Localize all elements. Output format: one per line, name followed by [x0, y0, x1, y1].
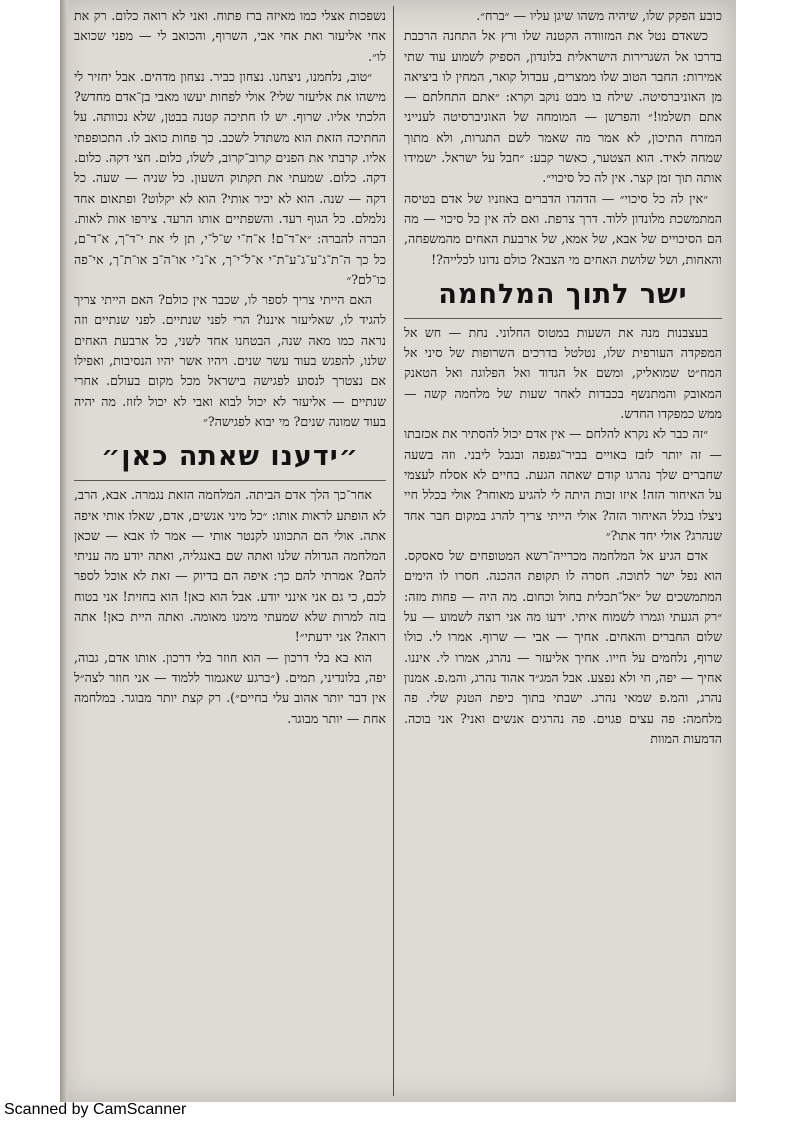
- paragraph-reached-war: אדם הגיע אל המלחמה מכרייה־רשא המטופחים של סאסקס. הוא נפל ישר לתוכה. חסרה לו תקופת ההכנה. חסרו לו הימים המתמשכים של ״אל־תכלית בחול וכחום. מה היה — פחות מזה: ״רק הגעתי וגמרו לשמוח איתי. ידעו מה אני רוצה לשמוע — על שלום החברים והאחים. אחיך — אבי — שרוף. אמרו לי. כולו שרוף, נלחמים על חייו. אחיך אליעזר — נהרג, אמרו לי. איננו. אחיך — יפה, חי ולא נפצע. אבל המג״ד אהוד נהרג, והמ.פ. אמנון נהרג, והמ.פ שמאי נהרג. ישבתי בתוך כיפת הטנק שלי. פה מלחמה: פה עצים פגוים. פה נהרגים אנשים ואני? אני בוכה. הדמעות המוות: [404, 548, 722, 746]
- paragraph-departure: כשאדם נטל את המזוודה הקטנה שלו ורץ אל התחנה הרכבת בדרכו אל השגרירות הישראלית בלונדון, הספיק לשמוע עוד שתי אמירות: החבר הטוב שלו ממצרים, עבדול קואר, המחין לו ביציאה מן האוניברסיטה. שילח בו מבט נוקב וקרא: ״אתם התחלתם — אתם תשלמו!״ והפרשן — המומחה של האוניברסיטה לענייני המזרח התיכון, לא אמר מה שאמר לשם התגרות, ולא מתוך שמחה לאיד. הוא הצטער, כאשר קבע: ״חבל על ישראל. ישמידו אותה תוך זמן קצר. אין לה כל סיכוי״.: [404, 28, 722, 186]
- paragraph-tears: נשפכות אצלי כמו מאיזה ברז פתוח. ואני לא רואה כלום. רק את אחי אליעזר ואת אחי אבי, השרוף, והכואב לי — מפני שכואב לו״.: [74, 8, 386, 64]
- scanner-watermark: Scanned by CamScanner: [4, 1101, 187, 1118]
- paragraph-no-chance: ״אין לה כל סיכוי״ — הדהדו הדברים באוזניו של אדם בטיסה המתמשכת מלונדון ללוד. דרך צרפת. ואם לה אין כל סיכוי — מה הם הסיכויים של אבא, של אמא, של ארבעת האחים מהמשפחה, והאחות, ושל שלושת האחים מי הצבא? כולם נדונו לכלייה?!: [404, 190, 722, 267]
- headline-we-knew-you-were-here: ״ידענו שאתה כאן״: [74, 438, 386, 481]
- paragraph-cap-line: כובע הפקק שלו, שיהיה משהו שיגן עליו — ״ברח״.: [476, 8, 722, 23]
- column-divider: [393, 6, 394, 1096]
- paragraph-victory: ״טוב, נלחמנו, ניצחנו. נצחון כביר. נצחון מדהים. אבל יחזיר לי מישהו את אליעזר שלי? אולי לפחות יעשו מאבי בן־אדם מחדש? הלכתי אליו. שרוף. יש לו חתיכה קטנה בבטן, שלא נכוותה. על החתיכה הזאת הוא משתדל לשכב. כך פחות כואב לו. התכופפתי אליו. קרבתי את הפנים קרוב־קרוב, לשלו, כלום. חצי דקה. כלום. דקה. כלום. שמעתי את תקתוק השעון. כל שניה — שעה. כל דקה — שנה. הוא לא יכיר אותי? הוא לא יקלוט? ופתאום אחד נלמלם. כל הגוף רעד. והשפתיים אותו הרעד. צירפו אות לאות. הברה להברה: ״א־ד־ם! א־ח־י ש־ל־י, תן לי את י־ד־ך, א־ד־ם, כל כך ה־ת־ג־ע־ג־ע־ת־י א־ל־י־ך, א־נ־י או־ה־ב או־ת־ך, אי־פה כו־לם?״: [74, 68, 386, 287]
- paragraph-promise: האם הייתי צריך לספר לו, שכבר אין כולם? האם הייתי צריך להגיד לו, שאליעזר איננו? הרי לפני שנתיים. לפני שנתיים וזה נראה כמו מאה שנה, הבטחנו אחד לשני, כל ארבעת האחים שלנו, להפגש בעוד עשר שנים. ויהיו אשר יהיו הנסיבות, ואפילו אם נצטרך לנסוע לפגישה בישראל מכל מקום בעולם. אחרי שנתיים — אליעזר לא יכול לבוא ואבי לא יכול לזוז. מה יהיה בעוד שמונה שנים? מי יבוא לפגישה?״: [74, 292, 386, 429]
- paragraph-passport: הוא בא בלי דרכון — הוא חוזר בלי דרכון. אותו אדם, גבוה, יפה, בלונדיני, תמים. (״ברגע שאגמור ללמוד — אני חוזר לצה״ל אין דבר יותר אהוב עלי בחיים״). רק קצת יותר מבוגר. במלחמה אחת — יותר מבוגר.: [74, 649, 386, 726]
- article-column-right: [404, 6, 722, 1094]
- newspaper-clipping: [60, 0, 736, 1102]
- headline-straight-into-war: ישר לתוך המלחמה: [404, 276, 722, 319]
- paragraph-arrival: בעצבנות מנה את השעות במטוס החלוני. נחת — חש אל המפקדה העורפית שלו, נטלטל בדרכים השרופות של סיני אל המח״ט שמואליק, ומשם אל הגדוד ואל הפלוגה ואל הטאנק המאובק והמתנשף בכבדות לאחר שעות של מלחמה קשה — ממש כמפקדו החדש.: [404, 324, 722, 422]
- paragraph-father: אחר־כך הלך אדם הביתה. המלחמה הזאת נגמרה. אבא, הרב, לא הופתע לראות אותו: ״כל מיני אנשים, אדם, שאלו אותי איפה אתה. אולי הם התכוונו לקנטר אותי — אמר לו אבא — שכאן המלחמה הגדולה שלנו ואתה שם באנגליה, ואתה יודע מה עניתי להם? אמרתי להם כך: איפה הם בדיוק — זאת לא אוכל לספר לכם, כי גם אני אינני יודע. אבל הוא כאן! הוא בחזית! אני בטוח בזה למרות שלא שמעתי מימנו מאומה. ואתה היית כאן! אתה רואה? אני ידעתי״!: [74, 487, 386, 645]
- paragraph-quote-late: ״זה כבר לא נקרא להלחם — אין אדם יכול להסתיר את אכזבתו — זה יותר לזבז באויים בביר־גפגפה ובגבל ליבני. וזה בשעה שחברים שלך נהרגו קודם שאתה הגעת. בחיים לא אסלח לעצמי על האיחור הזה! איזו זכות היתה לי להגיע מאוחר? אולי בכלל חיי ניצלו בגלל האיחור הזה? אולי הייתי צריך להרג במקום חבר אחד שנהרג? אולי יחד אתו?״: [404, 426, 722, 543]
- article-column-left: [74, 6, 386, 1094]
- page-edge-shadow: [60, 0, 68, 1102]
